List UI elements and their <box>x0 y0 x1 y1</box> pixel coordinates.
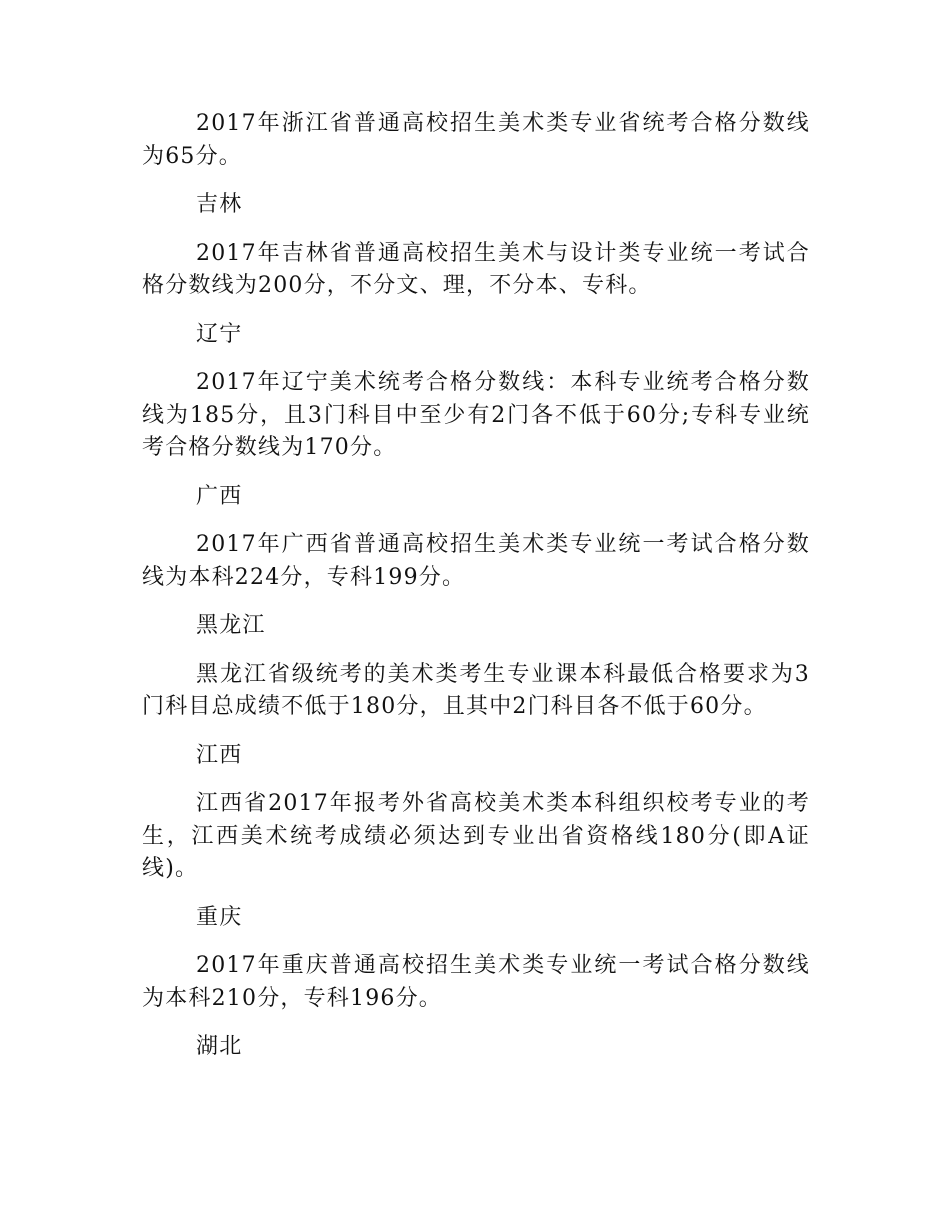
paragraph-jiangxi: 江西省2017年报考外省高校美术类本科组织校考专业的考生，江西美术统考成绩必须达到专业出省资格线180分(即A证线)。 <box>142 791 810 881</box>
paragraph-guangxi: 2017年广西省普通高校招生美术类专业统一考试合格分数线为本科224分，专科199分。 <box>142 532 810 590</box>
paragraph-jilin: 2017年吉林省普通高校招生美术与设计类专业统一考试合格分数线为200分，不分文、理，不分本、专科。 <box>142 240 810 298</box>
paragraph-zhejiang: 2017年浙江省普通高校招生美术类专业省统考合格分数线为65分。 <box>142 111 810 169</box>
heading-hubei: 湖北 <box>196 1034 243 1059</box>
heading-jilin: 吉林 <box>196 192 243 217</box>
heading-heilongjiang: 黑龙江 <box>196 613 266 638</box>
paragraph-liaoning: 2017年辽宁美术统考合格分数线：本科专业统考合格分数线为185分，且3门科目中至少有2门各不低于60分;专科专业统考合格分数线为170分。 <box>142 370 810 460</box>
paragraph-heilongjiang: 黑龙江省级统考的美术类考生专业课本科最低合格要求为3门科目总成绩不低于180分，且其中2门科目各不低于60分。 <box>142 661 810 719</box>
heading-jiangxi: 江西 <box>196 742 243 768</box>
paragraph-chongqing: 2017年重庆普通高校招生美术类专业统一考试合格分数线为本科210分，专科196分。 <box>142 953 810 1011</box>
heading-liaoning: 辽宁 <box>196 321 243 347</box>
heading-chongqing: 重庆 <box>196 904 243 930</box>
heading-guangxi: 广西 <box>196 483 243 509</box>
document-body <box>142 108 810 1080</box>
